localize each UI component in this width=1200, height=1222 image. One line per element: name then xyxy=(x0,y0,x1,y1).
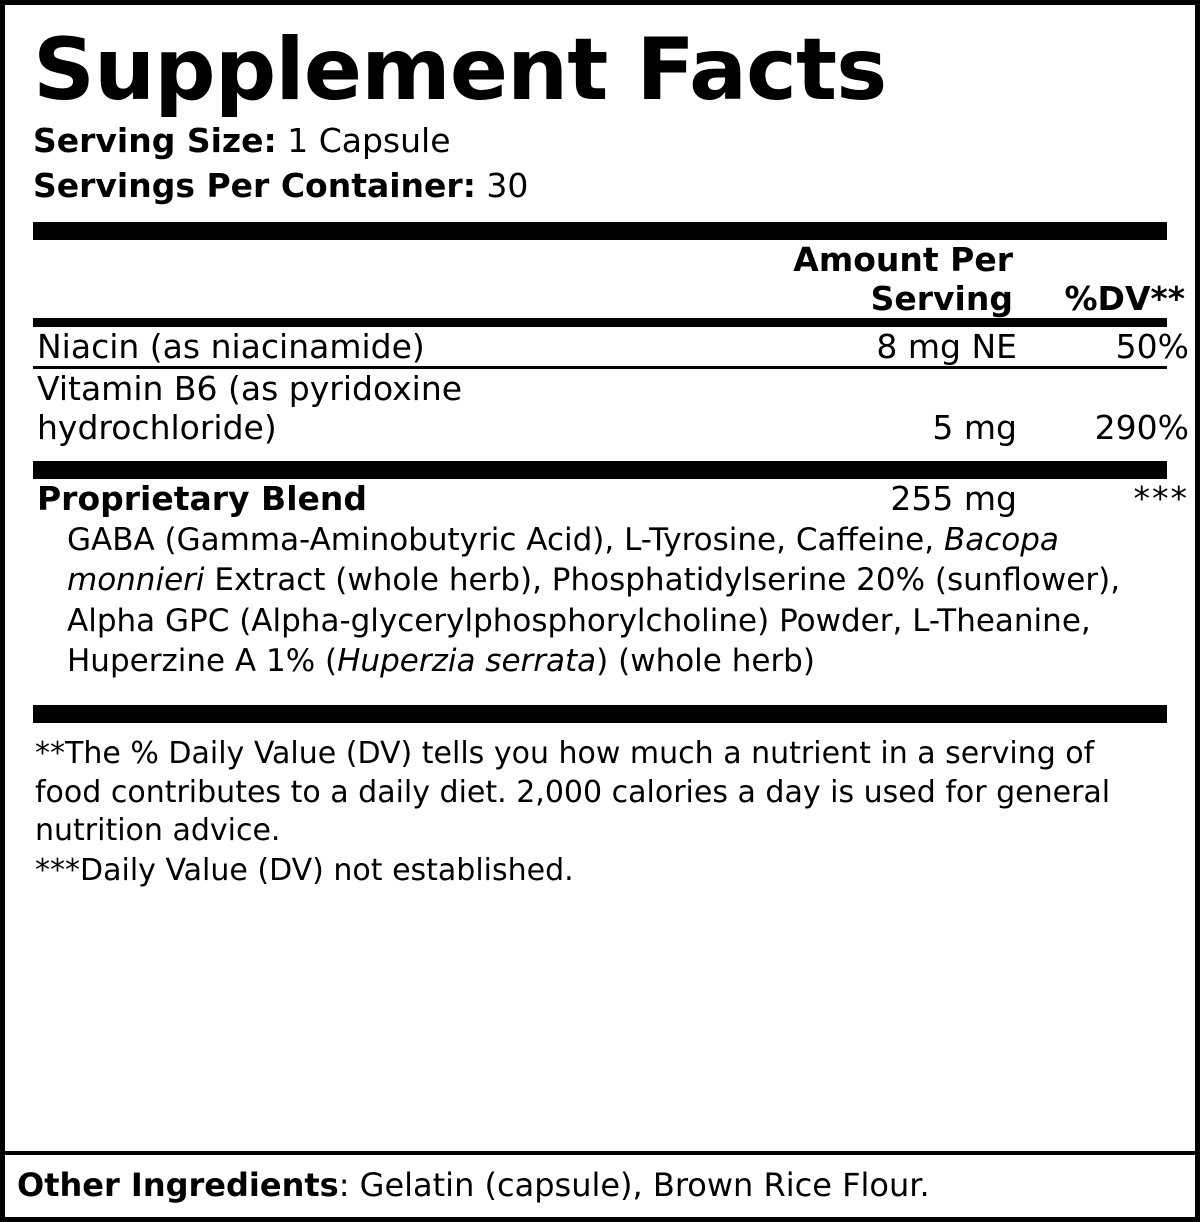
table-header-row xyxy=(33,240,1185,318)
nutrient-dv: 50% xyxy=(1115,327,1189,367)
servings-per-container-value: 30 xyxy=(486,165,529,205)
nutrient-dv: 290% xyxy=(1094,408,1189,448)
servings-per-container-label: Servings Per Container: xyxy=(33,165,476,205)
table-row xyxy=(33,327,1189,366)
servings-per-container-line xyxy=(33,164,1167,209)
divider-under-header xyxy=(33,318,1167,327)
footnote-dv-not-established: ***Daily Value (DV) not established. xyxy=(35,853,574,889)
nutrient-name: Vitamin B6 (as pyridoxine hydrochloride) xyxy=(37,369,463,448)
nutrient-amount: 5 mg xyxy=(932,408,1017,448)
nutrient-amount: 8 mg NE xyxy=(876,327,1017,367)
serving-size-label: Serving Size: xyxy=(33,121,277,160)
proprietary-blend-row xyxy=(33,479,1189,518)
nutrient-rows-2 xyxy=(33,369,1189,447)
other-ingredients-section xyxy=(5,1151,1195,1217)
divider-thick-footnotes xyxy=(33,705,1167,723)
other-ingredients-line xyxy=(15,1155,1185,1217)
footnote-dv-explanation: **The % Daily Value (DV) tells you how much a nutrient in a serving of food contributes to a daily diet. 2,000 calories a day is used for general nutrition advice. xyxy=(35,736,1111,849)
header-spacer xyxy=(33,240,643,318)
table-row xyxy=(33,369,1189,447)
other-ingredients-label: Other Ingredients xyxy=(17,1166,339,1205)
page-title: Supplement Facts xyxy=(33,20,887,120)
blend-dv: *** xyxy=(1133,479,1189,519)
nutrient-rows xyxy=(33,327,1189,366)
huperzia-serrata-italic: Huperzia serrata xyxy=(337,642,597,679)
nutrition-table xyxy=(33,240,1185,318)
header-amount-per-serving: Amount Per Serving xyxy=(793,240,1013,319)
bacopa-monnieri-italic: Bacopa monnieri xyxy=(67,522,1059,599)
serving-size-value: 1 Capsule xyxy=(287,121,451,160)
divider-thick-blend xyxy=(33,461,1167,479)
header-percent-dv: %DV** xyxy=(1064,279,1185,319)
blend-amount: 255 mg xyxy=(890,479,1017,519)
blend-ingredients-list: GABA (Gamma-Aminobutyric Acid), L-Tyrosine, Caffeine, Bacopa monnieri Extract (whole herb), Phosphatidylserine 20% (sunflower), Alpha GPC (Alpha-glycerylphosphorylcholine) Powder, L-Theanine, Huperzine A 1% (Huperzia serrata) (whole herb) xyxy=(67,522,1121,679)
serving-size-line xyxy=(33,119,1167,164)
blend-name: Proprietary Blend xyxy=(37,479,367,519)
nutrient-name: Niacin (as niacinamide) xyxy=(37,327,425,367)
divider-thick-top xyxy=(33,222,1167,240)
other-ingredients-value: : Gelatin (capsule), Brown Rice Flour. xyxy=(338,1166,930,1205)
